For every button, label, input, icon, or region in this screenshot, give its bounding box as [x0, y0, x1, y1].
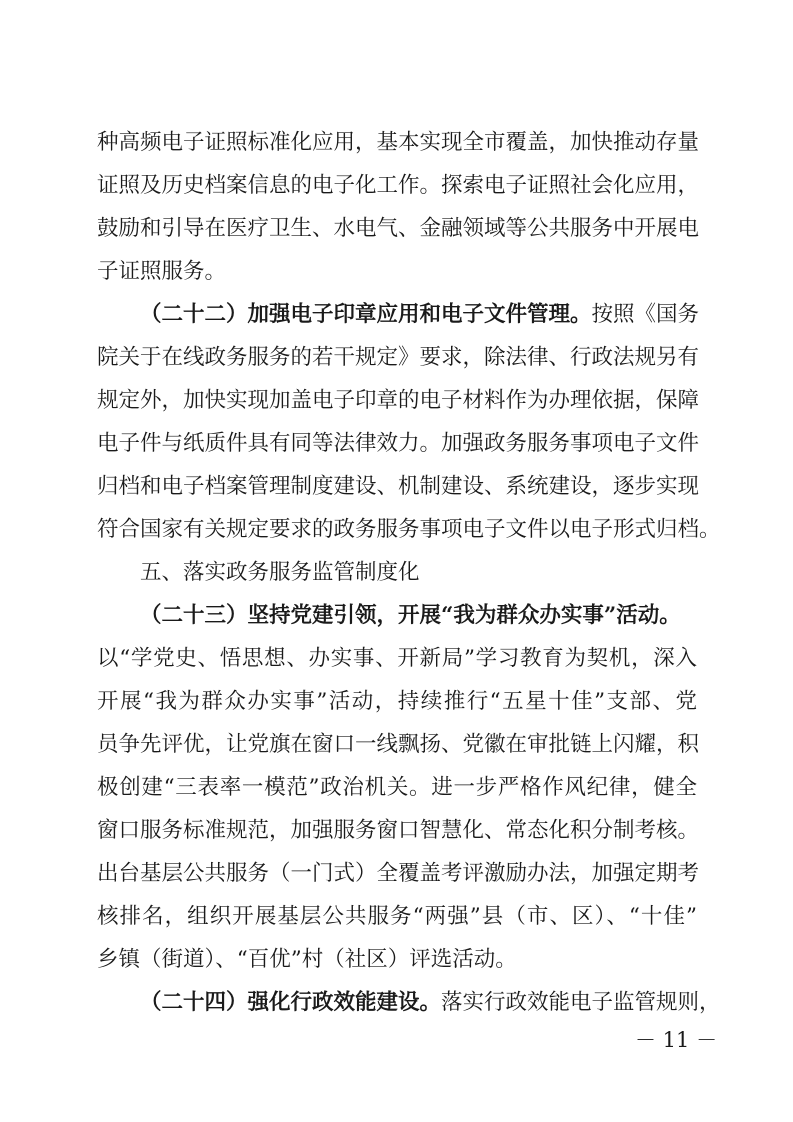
paragraph-1-line-1: 种高频电子证照标准化应用，基本实现全市覆盖，加快推动存量: [97, 130, 700, 155]
section-heading: 五、落实政务服务监管制度化: [140, 560, 420, 585]
paragraph-3-line-6: 出台基层公共服务（一门式）全覆盖考评激励办法，加强定期考: [97, 861, 700, 886]
paragraph-2-line-2: 院关于在线政务服务的若干规定》要求，除法律、行政法规另有: [97, 345, 700, 370]
paragraph-3-line-1: 以“学党史、悟思想、办实事、开新局”学习教育为契机，深入: [97, 646, 697, 671]
paragraph-4-lead: （二十四）强化行政效能建设。: [140, 990, 442, 1015]
paragraph-4-rest: 落实行政效能电子监管规则，: [441, 990, 721, 1015]
paragraph-2-line-1-rest: 按照《国务: [591, 302, 700, 327]
paragraph-1-line-4: 子证照服务。: [97, 259, 227, 284]
paragraph-3-line-8: 乡镇（街道）、“百优”村（社区）评选活动。: [97, 947, 517, 972]
paragraph-2-lead: （二十二）加强电子印章应用和电子文件管理。: [140, 302, 592, 327]
paragraph-3-line-2: 开展“我为群众办实事”活动，持续推行“五星十佳”支部、党: [97, 689, 697, 714]
paragraph-2-line-5: 归档和电子档案管理制度建设、机制建设、系统建设，逐步实现: [97, 474, 700, 499]
paragraph-3-lead: （二十三）坚持党建引领，开展“我为群众办实事”活动。: [140, 603, 681, 628]
paragraph-1-line-2: 证照及历史档案信息的电子化工作。探索电子证照社会化应用，: [97, 173, 700, 198]
paragraph-1-line-3: 鼓励和引导在医疗卫生、水电气、金融领域等公共服务中开展电: [97, 216, 700, 241]
paragraph-3-line-7: 核排名，组织开展基层公共服务“两强”县（市、区）、“十佳”: [97, 904, 697, 929]
paragraph-3-line-4: 极创建“三表率一模范”政治机关。进一步严格作风纪律，健全: [97, 775, 697, 800]
page-number: － 11 －: [635, 1028, 718, 1052]
paragraph-2-line-4: 电子件与纸质件具有同等法律效力。加强政务服务事项电子文件: [97, 431, 700, 456]
paragraph-2-line-3: 规定外，加快实现加盖电子印章的电子材料作为办理依据，保障: [97, 388, 700, 413]
paragraph-3-line-3: 员争先评优，让党旗在窗口一线飘扬、党徽在审批链上闪耀，积: [97, 732, 700, 757]
paragraph-3-line-5: 窗口服务标准规范，加强服务窗口智慧化、常态化积分制考核。: [97, 818, 700, 843]
paragraph-2-line-6: 符合国家有关规定要求的政务服务事项电子文件以电子形式归档。: [97, 517, 721, 542]
paragraph-4-line-1: [140, 988, 721, 1018]
paragraph-2-line-1: [140, 300, 700, 330]
